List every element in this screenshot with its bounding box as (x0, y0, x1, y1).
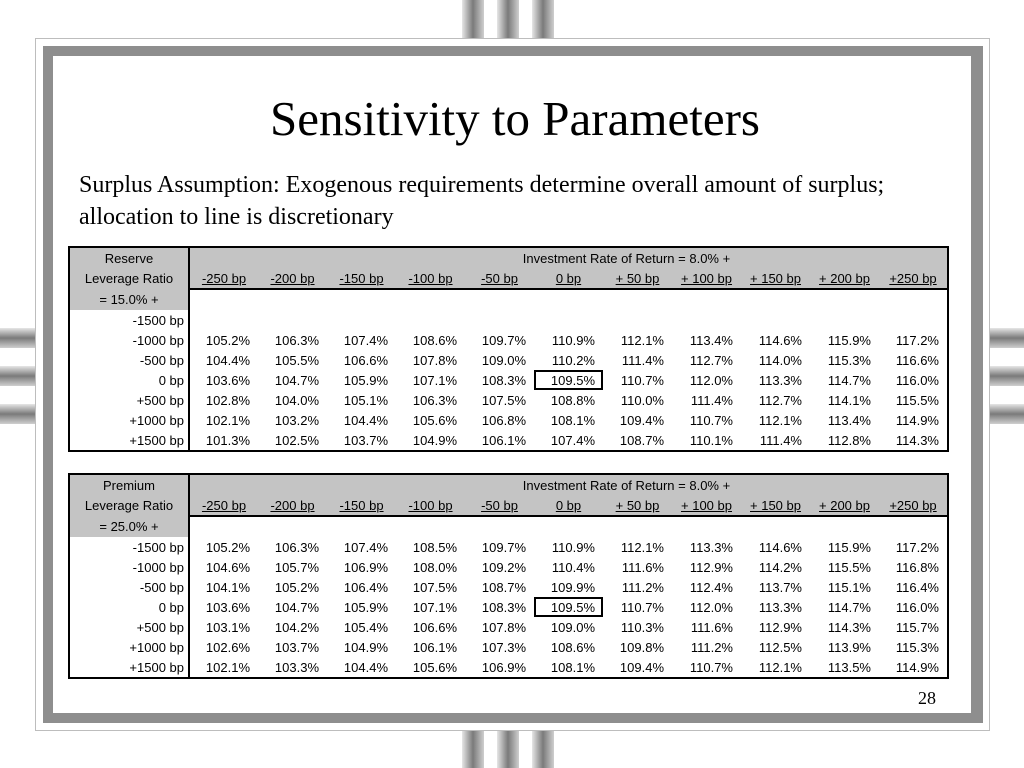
table-cell: 113.3% (758, 599, 802, 615)
table-cell: 102.8% (205, 392, 250, 408)
table-cell: 113.4% (827, 412, 871, 428)
table-cell: 109.5% (534, 370, 603, 390)
table-cell: 113.7% (758, 579, 802, 595)
table-cell: 115.9% (827, 332, 871, 348)
table-header-title: Investment Rate of Return = 8.0% + (189, 474, 948, 495)
table-row (69, 410, 948, 430)
table-cell: 107.1% (412, 599, 457, 615)
table-cell (672, 310, 741, 330)
table-cell: 115.1% (827, 579, 871, 595)
column-header: + 100 bp (672, 268, 741, 289)
slide-title: Sensitivity to Parameters (270, 91, 760, 146)
table-cell: 105.6% (412, 412, 457, 428)
table-cell (189, 310, 258, 330)
table-cell: 107.4% (343, 539, 388, 555)
column-header: -250 bp (189, 495, 258, 516)
table-cell: 115.3% (827, 352, 871, 368)
table-row (69, 577, 948, 597)
table-cell: 106.3% (412, 392, 457, 408)
header-spacer (189, 289, 948, 310)
table-cell: 117.2% (895, 332, 939, 348)
table-cell: 115.9% (827, 539, 871, 555)
table-cell: 109.0% (481, 352, 526, 368)
row-header-leverage-ratio: Leverage Ratio (69, 495, 189, 516)
table-cell: 106.3% (274, 332, 319, 348)
table-cell: 112.9% (758, 619, 802, 635)
table-cell: 103.6% (205, 599, 250, 615)
table-cell: 111.2% (621, 579, 664, 595)
table-cell: 112.1% (620, 332, 664, 348)
table-cell: 108.0% (412, 559, 457, 575)
table-cell: 112.5% (758, 639, 802, 655)
table-cell: 116.6% (895, 352, 939, 368)
table-cell: 106.6% (343, 352, 388, 368)
table-cell: 104.7% (274, 372, 319, 388)
column-header: -150 bp (327, 495, 396, 516)
column-header: + 50 bp (603, 495, 672, 516)
column-header: -100 bp (396, 495, 465, 516)
table-cell (396, 310, 465, 330)
table-cell: 110.2% (551, 352, 595, 368)
table-row (69, 657, 948, 678)
column-header: -250 bp (189, 268, 258, 289)
table-cell: 112.0% (689, 372, 733, 388)
row-label: -1000 bp (69, 330, 189, 350)
column-header: + 50 bp (603, 268, 672, 289)
table-cell: 110.9% (551, 332, 595, 348)
table-cell: 103.7% (343, 432, 388, 448)
table-cell: 109.4% (619, 412, 664, 428)
table-cell: 110.4% (551, 559, 595, 575)
table-cell: 112.7% (689, 352, 733, 368)
table-cell: 114.6% (758, 539, 802, 555)
table-cell: 112.1% (758, 659, 802, 675)
column-header: -200 bp (258, 495, 327, 516)
table-cell: 104.9% (412, 432, 457, 448)
column-header: -50 bp (465, 495, 534, 516)
table-cell: 103.3% (274, 659, 319, 675)
table-row (69, 350, 948, 370)
column-header: + 150 bp (741, 268, 810, 289)
table-cell: 104.6% (205, 559, 250, 575)
column-header: + 100 bp (672, 495, 741, 516)
reserve-sensitivity-table (68, 246, 949, 452)
table-cell: 109.2% (481, 559, 526, 575)
table-cell: 110.7% (620, 599, 664, 615)
table-cell: 105.5% (274, 352, 319, 368)
row-header-leverage-value: = 15.0% + (69, 289, 189, 310)
table-cell: 105.2% (205, 539, 250, 555)
table-cell: 104.0% (274, 392, 319, 408)
table-corner-label: Reserve (69, 247, 189, 268)
table-cell: 114.7% (827, 372, 871, 388)
table-cell: 109.9% (550, 579, 595, 595)
table-cell: 106.4% (343, 579, 388, 595)
table-cell: 109.4% (619, 659, 664, 675)
table-cell: 109.0% (550, 619, 595, 635)
table-cell: 104.7% (274, 599, 319, 615)
table-cell: 115.7% (895, 619, 939, 635)
row-label: -1500 bp (69, 537, 189, 557)
table-row (69, 597, 948, 617)
table-cell: 116.4% (895, 579, 939, 595)
table-cell: 108.3% (481, 372, 526, 388)
table-cell: 106.9% (343, 559, 388, 575)
table-cell: 112.9% (689, 559, 733, 575)
table-header-title: Investment Rate of Return = 8.0% + (189, 247, 948, 268)
table-cell: 107.1% (412, 372, 457, 388)
table-cell (534, 310, 603, 330)
table-cell: 114.6% (758, 332, 802, 348)
table-cell (741, 310, 810, 330)
row-label: -500 bp (69, 350, 189, 370)
row-header-leverage-value: = 25.0% + (69, 516, 189, 537)
row-label: 0 bp (69, 370, 189, 390)
table-cell: 110.9% (551, 539, 595, 555)
table-row (69, 557, 948, 577)
table-row (69, 310, 948, 330)
table-cell: 110.0% (620, 392, 664, 408)
table-cell: 104.2% (274, 619, 319, 635)
table-cell: 108.7% (619, 432, 664, 448)
premium-sensitivity-table (68, 473, 949, 679)
table-cell: 103.1% (205, 619, 250, 635)
table-cell (879, 310, 948, 330)
table-cell: 103.2% (274, 412, 319, 428)
table-cell: 105.6% (412, 659, 457, 675)
table-cell: 107.3% (481, 639, 526, 655)
table-cell: 104.4% (205, 352, 250, 368)
table-cell: 102.6% (205, 639, 250, 655)
table-cell: 105.2% (205, 332, 250, 348)
table-cell: 110.3% (620, 619, 664, 635)
column-header: + 200 bp (810, 268, 879, 289)
table-cell: 106.9% (481, 659, 526, 675)
table-cell: 110.1% (689, 432, 733, 448)
table-cell (258, 310, 327, 330)
row-label: +1500 bp (69, 430, 189, 451)
table-cell: 111.6% (621, 559, 664, 575)
table-cell: 102.1% (205, 412, 250, 428)
table-cell: 114.3% (827, 619, 871, 635)
table-cell: 117.2% (895, 539, 939, 555)
table-cell: 112.7% (758, 392, 802, 408)
table-cell: 116.8% (895, 559, 939, 575)
column-header: +250 bp (879, 495, 948, 516)
table-cell: 105.2% (274, 579, 319, 595)
table-cell: 114.1% (827, 392, 871, 408)
table-cell: 111.4% (621, 352, 664, 368)
table-cell: 106.6% (412, 619, 457, 635)
table-cell: 106.8% (481, 412, 526, 428)
table-cell: 112.8% (827, 432, 871, 448)
table-cell: 113.5% (827, 659, 871, 675)
table-cell: 112.4% (689, 579, 733, 595)
table-cell: 114.7% (827, 599, 871, 615)
table-cell: 108.1% (550, 659, 595, 675)
table-cell: 104.1% (205, 579, 250, 595)
table-cell: 101.3% (205, 432, 250, 448)
row-label: -1000 bp (69, 557, 189, 577)
table-cell: 106.1% (481, 432, 526, 448)
table-cell: 112.1% (620, 539, 664, 555)
table-cell: 115.5% (827, 559, 871, 575)
table-cell: 108.8% (550, 392, 595, 408)
table-cell: 108.7% (481, 579, 526, 595)
table-corner-label: Premium (69, 474, 189, 495)
table-cell (327, 310, 396, 330)
table-cell: 108.3% (481, 599, 526, 615)
table-cell: 110.7% (689, 412, 733, 428)
row-label: +500 bp (69, 617, 189, 637)
row-label: -500 bp (69, 577, 189, 597)
column-header: + 150 bp (741, 495, 810, 516)
page-number: 28 (918, 688, 936, 708)
table-cell: 110.7% (689, 659, 733, 675)
table-cell: 107.5% (412, 579, 457, 595)
row-label: +500 bp (69, 390, 189, 410)
table-row (69, 370, 948, 390)
column-header: +250 bp (879, 268, 948, 289)
table-cell: 104.4% (343, 659, 388, 675)
table-cell (603, 310, 672, 330)
table-cell: 108.6% (412, 332, 457, 348)
table-row (69, 617, 948, 637)
table-cell: 108.6% (550, 639, 595, 655)
table-cell: 113.9% (827, 639, 871, 655)
table-cell: 111.4% (690, 392, 733, 408)
column-header: -50 bp (465, 268, 534, 289)
table-cell: 114.9% (895, 412, 939, 428)
table-cell: 105.7% (274, 559, 319, 575)
table-cell: 109.8% (619, 639, 664, 655)
table-cell: 102.1% (205, 659, 250, 675)
column-header: -100 bp (396, 268, 465, 289)
row-label: +1000 bp (69, 637, 189, 657)
table-cell: 103.7% (274, 639, 319, 655)
table-cell: 115.3% (895, 639, 939, 655)
table-cell: 111.2% (690, 639, 733, 655)
table-cell: 107.4% (343, 332, 388, 348)
column-header: 0 bp (534, 495, 603, 516)
table-cell: 106.3% (274, 539, 319, 555)
table-row (69, 537, 948, 557)
row-label: +1000 bp (69, 410, 189, 430)
column-header: + 200 bp (810, 495, 879, 516)
table-row (69, 330, 948, 350)
table-cell: 107.4% (550, 432, 595, 448)
table-cell (465, 310, 534, 330)
table-cell: 111.4% (759, 432, 802, 448)
table-cell: 107.8% (412, 352, 457, 368)
table-cell: 112.0% (689, 599, 733, 615)
table-cell: 113.3% (758, 372, 802, 388)
table-cell: 104.4% (343, 412, 388, 428)
table-row (69, 637, 948, 657)
row-label: -1500 bp (69, 310, 189, 330)
column-header: 0 bp (534, 268, 603, 289)
column-header: -200 bp (258, 268, 327, 289)
row-header-leverage-ratio: Leverage Ratio (69, 268, 189, 289)
table-cell: 113.3% (689, 539, 733, 555)
table-cell: 103.6% (205, 372, 250, 388)
header-spacer (189, 516, 948, 537)
table-cell: 114.2% (758, 559, 802, 575)
table-cell: 105.9% (343, 372, 388, 388)
table-cell: 108.1% (550, 412, 595, 428)
column-header: -150 bp (327, 268, 396, 289)
table-cell: 109.7% (481, 332, 526, 348)
table-cell: 113.4% (689, 332, 733, 348)
table-row (69, 390, 948, 410)
table-cell: 105.1% (343, 392, 388, 408)
table-cell: 108.5% (412, 539, 457, 555)
row-label: 0 bp (69, 597, 189, 617)
table-cell: 107.5% (481, 392, 526, 408)
table-cell: 105.9% (343, 599, 388, 615)
table-cell: 102.5% (274, 432, 319, 448)
table-cell: 114.0% (758, 352, 802, 368)
table-cell: 116.0% (895, 599, 939, 615)
table-cell: 111.6% (690, 619, 733, 635)
table-cell: 105.4% (343, 619, 388, 635)
table-cell: 109.7% (481, 539, 526, 555)
table-cell: 112.1% (758, 412, 802, 428)
table-cell: 116.0% (895, 372, 939, 388)
table-cell: 110.7% (620, 372, 664, 388)
table-cell (810, 310, 879, 330)
table-cell: 114.9% (895, 659, 939, 675)
table-cell: 109.5% (534, 597, 603, 617)
table-row (69, 430, 948, 451)
row-label: +1500 bp (69, 657, 189, 678)
table-cell: 107.8% (481, 619, 526, 635)
table-cell: 114.3% (895, 432, 939, 448)
table-cell: 106.1% (412, 639, 457, 655)
slide-subtitle: Surplus Assumption: Exogenous requirements determine overall amount of surplus; allocation to line is discretionary (79, 172, 885, 230)
table-cell: 115.5% (895, 392, 939, 408)
table-cell: 104.9% (343, 639, 388, 655)
